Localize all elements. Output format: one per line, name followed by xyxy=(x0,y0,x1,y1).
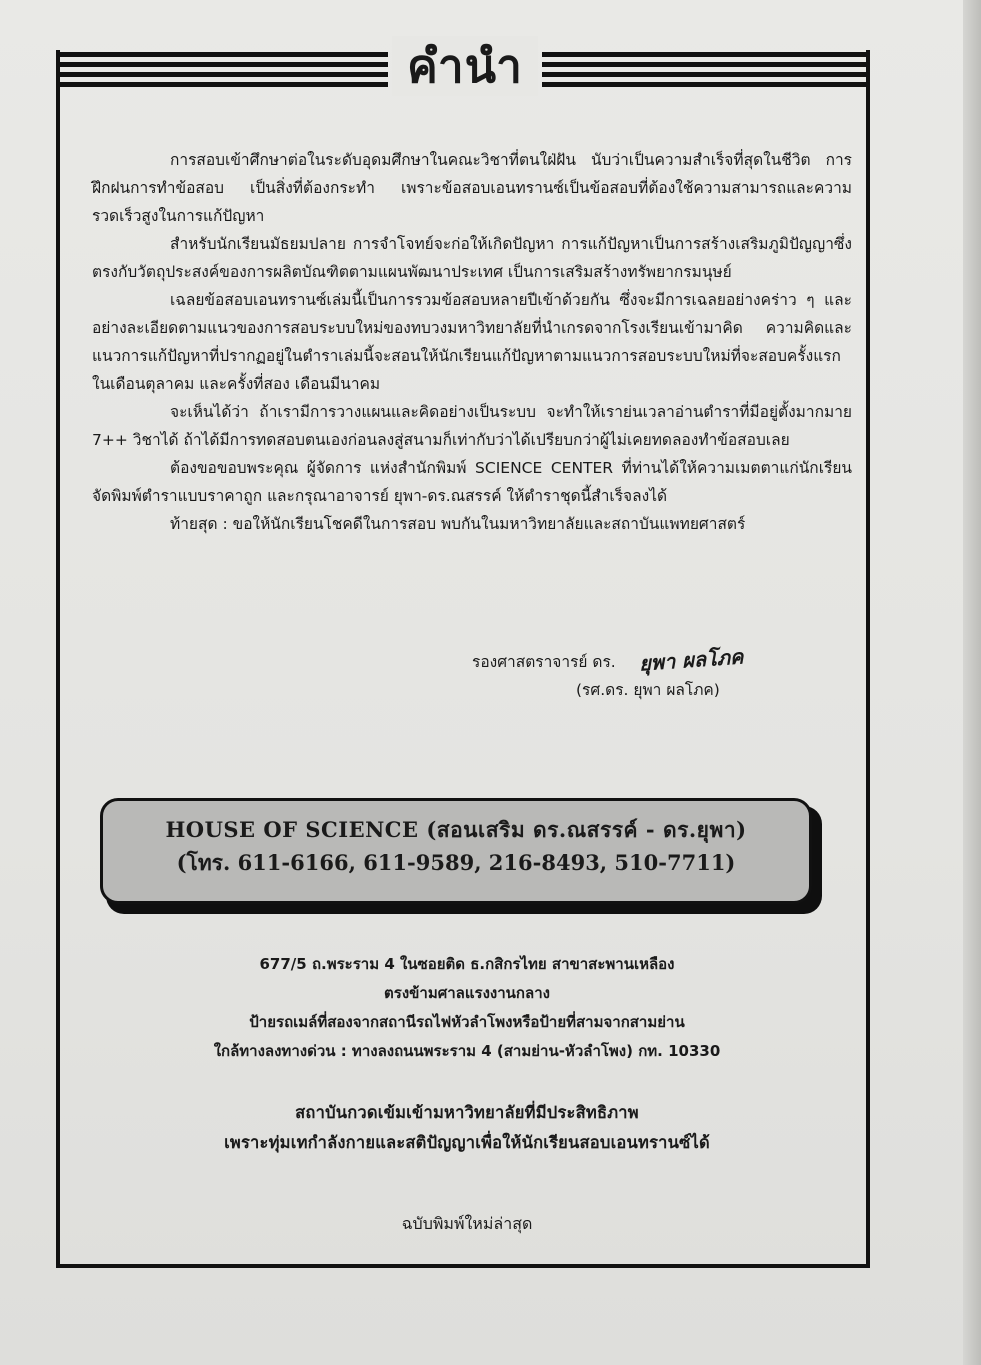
phone-numbers: (โทร. 611-6166, 611-9589, 216-8493, 510-7711) xyxy=(176,850,736,875)
preface-body xyxy=(92,146,852,538)
slogan-line: เพราะทุ่มเทกำลังกายและสติปัญญาเพื่อให้นักเรียนสอบเอนทรานซ์ได้ xyxy=(224,1133,710,1152)
preface-paragraph: จะเห็นได้ว่า ถ้าเรามีการวางแผนและคิดอย่างเป็นระบบ จะทำให้เราย่นเวลาอ่านตำราที่มีอยู่ตั้งมากมาย 7++ วิชาได้ ถ้าได้มีการทดสอบตนเองก่อนลงสู่สนามก็เท่ากับว่าได้เปรียบกว่าผู้ไม่เคยทดลองทำข้อสอบเลย xyxy=(92,403,852,449)
handwritten-signature: ยุพา ผลโภค xyxy=(637,644,744,676)
header-rule xyxy=(56,39,870,93)
preface-paragraph: ท้ายสุด : ขอให้นักเรียนโชคดีในการสอบ พบกันในมหาวิทยาลัยและสถาบันแพทยศาสตร์ xyxy=(170,515,746,533)
preface-paragraph: ต้องขอขอบพระคุณ ผู้จัดการ แห่งสำนักพิมพ์ SCIENCE CENTER ที่ท่านได้ให้ความเมตตาแก่นักเรียนจัดพิมพ์ตำราแบบราคาถูก และกรุณาอาจารย์ ยุพา-ดร.ณสรรค์ ให้ตำราชุดนี้สำเร็จลงได้ xyxy=(92,459,852,505)
slogan-line: สถาบันกวดเข้มเข้ามหาวิทยาลัยที่มีประสิทธิภาพ xyxy=(295,1103,639,1122)
preface-paragraph: เฉลยข้อสอบเอนทรานซ์เล่มนี้เป็นการรวมข้อสอบหลายปีเข้าด้วยกัน ซึ่งจะมีการเฉลยอย่างคร่าว ๆ และอย่างละเอียดตามแนวของการสอบระบบใหม่ของทบวงมหาวิทยาลัยที่นำเกรดจากโรงเรียนเข้ามาคิด ความคิดและแนวการแก้ปัญหาที่ปรากฏอยู่ในตำราเล่มนี้จะสอนให้นักเรียนแก้ปัญหาตามแนวการสอบระบบใหม่ที่จะสอบครั้งแรกในเดือนตุลาคม และครั้งที่สอง เดือนมีนาคม xyxy=(92,291,852,393)
slogan-block xyxy=(80,1098,854,1158)
address-line: 677/5 ถ.พระราม 4 ในซอยติด ธ.กสิกรไทย สาขาสะพานเหลือง xyxy=(259,955,675,973)
preface-paragraph: การสอบเข้าศึกษาต่อในระดับอุดมศึกษาในคณะวิชาที่ตนใฝ่ฝัน นับว่าเป็นความสำเร็จที่สุดในชีวิต การฝึกฝนการทำข้อสอบ เป็นสิ่งที่ต้องกระทำ เพราะข้อสอบเอนทรานซ์เป็นข้อสอบที่ต้องใช้ความสามารถและความรวดเร็วสูงในการแก้ปัญหา xyxy=(92,151,852,225)
page-title: คำนำ xyxy=(392,36,538,96)
address-line: ตรงข้ามศาลแรงงานกลาง xyxy=(384,984,550,1002)
page-edge xyxy=(963,0,981,1365)
info-box xyxy=(100,798,812,904)
signature-title: รองศาสตราจารย์ ดร. xyxy=(472,653,616,671)
preface-frame xyxy=(56,39,870,1268)
address-line: ป้ายรถเมล์ที่สองจากสถานีรถไฟหัวลำโพงหรือป้ายที่สามจากสามย่าน xyxy=(249,1013,685,1031)
address-line: ใกล้ทางลงทางด่วน : ทางลงถนนพระราม 4 (สามย่าน-หัวลำโพง) กท. 10330 xyxy=(213,1042,721,1060)
institute-name: HOUSE OF SCIENCE (สอนเสริม ดร.ณสรรค์ - ดร.ยุพา) xyxy=(165,817,747,842)
address-block xyxy=(80,950,854,1066)
signature-name: (รศ.ดร. ยุพา ผลโภค) xyxy=(576,681,720,699)
edition-label: ฉบับพิมพ์ใหม่ล่าสุด xyxy=(401,1214,533,1233)
signature-block xyxy=(472,646,832,704)
preface-paragraph: สำหรับนักเรียนมัธยมปลาย การจำโจทย์จะก่อให้เกิดปัญหา การแก้ปัญหาเป็นการสร้างเสริมภูมิปัญญาซึ่งตรงกับวัตถุประสงค์ของการผลิตบัณฑิตตามแผนพัฒนาประเทศ เป็นการเสริมสร้างทรัพยากรมนุษย์ xyxy=(92,235,852,281)
